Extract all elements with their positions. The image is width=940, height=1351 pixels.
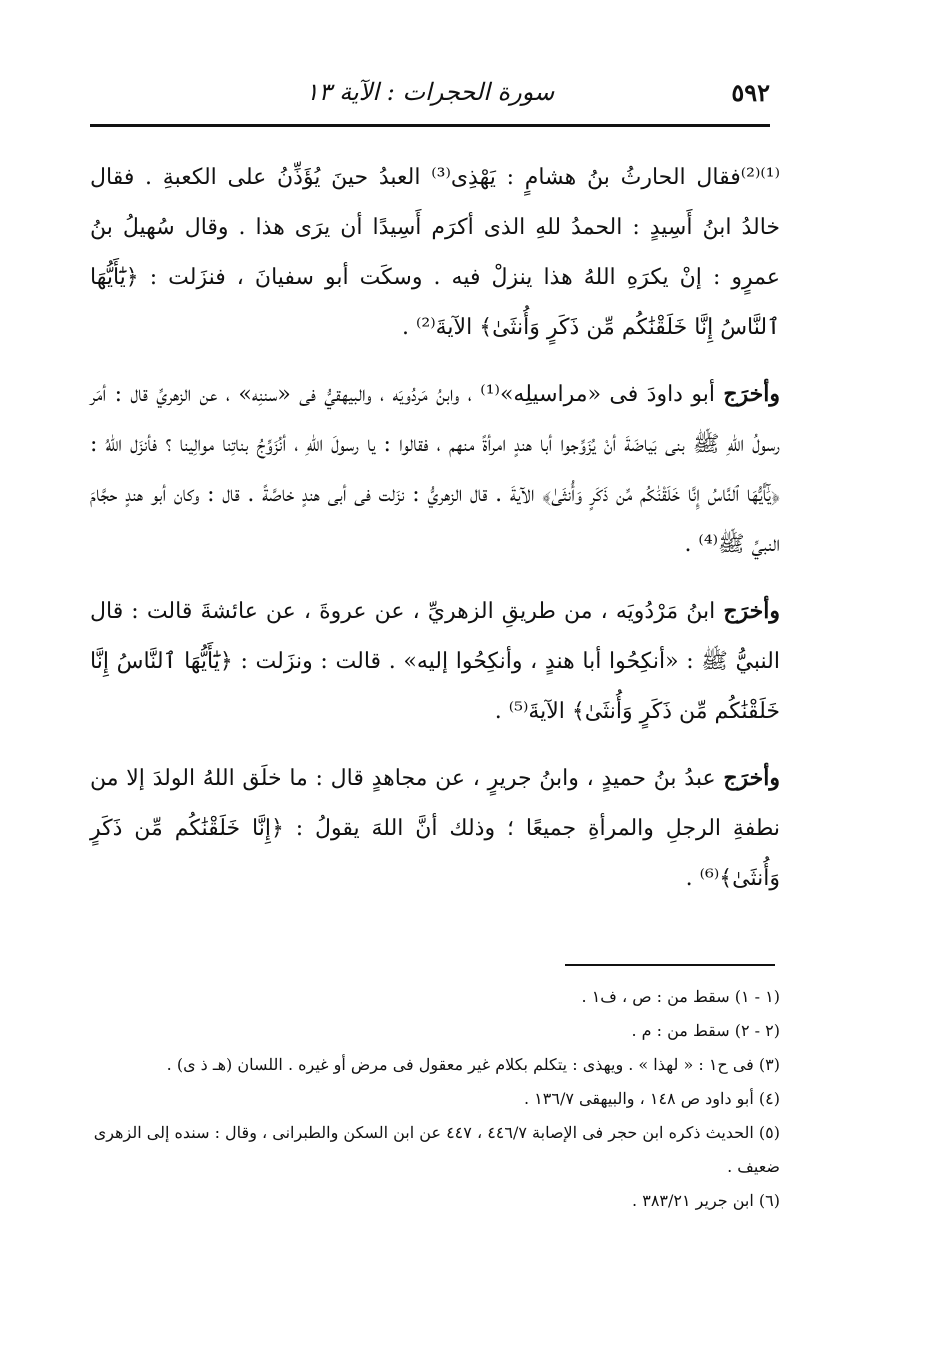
footnote: (٦) ابن جرير ٣٨٣/٢١ . (632, 1191, 780, 1210)
paragraph (90, 152, 780, 353)
paragraph-lead: وأخرَج (723, 765, 780, 791)
paragraph-lead: وأخرَج (723, 598, 781, 624)
footnote: (٥) الحديث ذكره ابن حجر فى الإصابة ٤٤٦/٧ ، ٤٤٧ عن ابن السكن والطبرانى ، وقال : سنده إلى الزهرى ضعيف . (93, 1123, 780, 1176)
page-header (90, 78, 770, 118)
footnotes (90, 980, 780, 1218)
footnote: (٢ - ٢) سقط من : م . (631, 1021, 780, 1040)
paragraph-text: ⁽¹⁾⁽²⁾فقال الحارثُ بنُ هشامٍ : يَهْذِى⁽³⁾ العبدُ حينَ يُؤَذِّنُ على الكعبةِ . فقال خالدُ ابنُ أَسِيدٍ : الحمدُ للهِ الذى أكرَم أَسِيدًا أن يرَى هذا . وقال سُهيلُ بنُ عمرٍو : إنْ يكرَهِ اللهُ هذا ينزلْ فيه . وسكَت أبو سفيانَ ، فنزَلت : ﴿يَٰٓأَيُّهَا ٱلنَّاسُ إِنَّا خَلَقْنَٰكُم مِّن ذَكَرٍ وَأُنثَىٰ﴾ الآيةَ⁽²⁾ . (90, 165, 780, 340)
page-number: ٥٩٢ (731, 78, 770, 107)
paragraph (90, 586, 780, 737)
paragraph-lead: وأخرَج (723, 381, 781, 407)
header-rule (90, 124, 770, 127)
footnote: (٣) فى ح١ : « لهذا » . ويهذى : يتكلم بكلام غير معقول فى مرض أو غيره . اللسان (هـ ذ ى) . (166, 1055, 780, 1074)
footnote-rule (565, 964, 775, 966)
paragraph (90, 753, 780, 904)
paragraph-text: عبدُ بنُ حميدٍ ، وابنُ جريرٍ ، عن مجاهدٍ قال : ما خلَق اللهُ الولدَ إلا من نطفةِ الرجلِ والمرأةِ جميعًا ؛ وذلك أنَّ اللهَ يقولُ : ﴿إِنَّا خَلَقْنَٰكُم مِّن ذَكَرٍ وَأُنثَىٰ﴾⁽⁶⁾ . (90, 766, 780, 891)
footnote: (٤) أبو داود ص ١٤٨ ، والبيهقى ١٣٦/٧ . (523, 1089, 780, 1108)
footnote: (١ - ١) سقط من : ص ، ف١ . (581, 987, 780, 1006)
main-text (90, 152, 780, 920)
paragraph (90, 369, 780, 570)
running-title: سورة الحجرات : الآية ١٣ (305, 78, 555, 106)
paragraph-text: ابنُ مَرْدُويَه ، من طريقِ الزهريِّ ، عن عروةَ ، عن عائشةَ قالت : قال النبيُّ ﷺ : «أنكِحُوا أبا هندٍ ، وأنكِحُوا إليه» . قالت : ونزَلت : ﴿يَٰٓأَيُّهَا ٱلنَّاسُ إِنَّا خَلَقْنَٰكُم مِّن ذَكَرٍ وَأُنثَىٰ﴾ الآيةَ⁽⁵⁾ . (90, 599, 780, 724)
paragraph-text: أبو داودَ فى «مراسيلِه»⁽¹⁾ ، وابنُ مَردُويَه ، والبيهقيُّ فى «سننِه» ، عن الزهريِّ قال : أمَر رسولُ اللهِ ﷺ بنى بَياضَةَ أنْ يُزَوِّجوا أبا هندٍ امرأةً منهم ، فقالوا : يا رسولَ اللهِ ، أنُزَوِّجُ بناتِنا موالِينا ؟ فأنزَل اللهُ : ﴿يَٰٓأَيُّهَا ٱلنَّاسُ إِنَّا خَلَقْنَٰكُم مِّن ذَكَرٍ وَأُنثَىٰ﴾ الآيةَ . قال الزهريُّ : نزَلت فى أبى هندٍ خاصَّةً . قال : وكان أبو هندٍ حجَّامَ النبيِّ ﷺ⁽⁴⁾ . (90, 382, 780, 557)
